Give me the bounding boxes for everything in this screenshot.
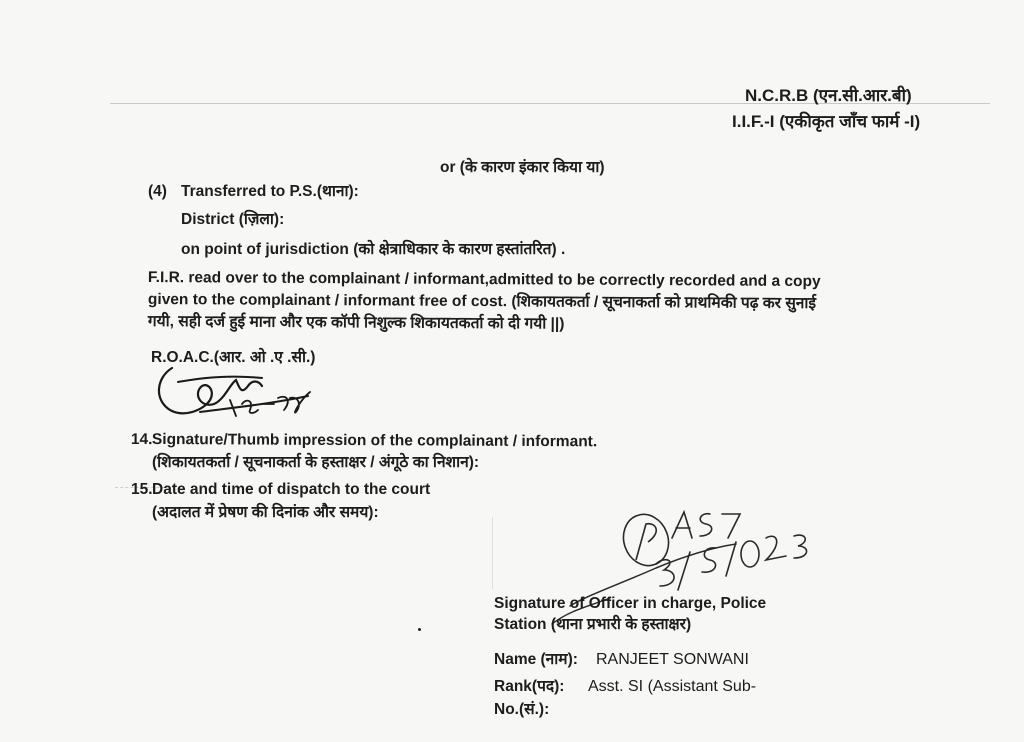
complainant-signature-label: Signature/Thumb impression of the complainant / informant. — [151, 431, 598, 451]
roac-label: R.O.A.C.(आर. ओ .ए .सी.) — [151, 349, 316, 366]
officer-name-label: Name (नाम): — [494, 651, 578, 668]
officer-rank-label: Rank(पद): — [494, 678, 565, 695]
dispatch-label-hindi: (अदालत में प्रेषण की दिनांक और समय): — [152, 504, 379, 521]
iif-header: I.I.F.-I (एकीकृत जाँच फार्म -I) — [732, 112, 921, 131]
transferred-ps-label: Transferred to P.S.(थाना): — [181, 183, 359, 200]
officer-number-label: No.(सं.): — [494, 701, 550, 718]
item15-number: 15. — [131, 481, 153, 498]
dispatch-label: Date and time of dispatch to the court — [152, 481, 431, 498]
stamp-edge — [492, 517, 493, 589]
item4-number: (4) — [148, 183, 167, 200]
fir-read-line-3: गयी, सही दर्ज हुई माना और एक कॉपी निशुल्क शिकायतकर्ता को दी गयी ||) — [147, 312, 565, 333]
refused-or-text: or (के कारण इंकार किया या) — [440, 159, 605, 176]
fir-read-line-1: F.I.R. read over to the complainant / informant,admitted to be correctly recorded and a copy — [147, 268, 821, 291]
officer-name-value: RANJEET SONWANI — [596, 651, 749, 668]
officer-signature-label-2: Station (थाना प्रभारी के हस्ताक्षर) — [494, 616, 692, 633]
officer-rank-value: Asst. SI (Assistant Sub- — [588, 678, 757, 695]
item14-number: 14. — [130, 431, 153, 449]
fir-read-line-2: given to the complainant / informant free of cost. (शिकायतकर्ता / सूचनाकर्ता को प्राथमिकी पढ़ कर सुनाई — [147, 290, 817, 313]
officer-signature-label-1: Signature of Officer in charge, Police — [494, 595, 767, 612]
ink-dot — [418, 628, 421, 631]
complainant-signature-label-hindi: (शिकायतकर्ता / सूचनाकर्ता के हस्ताक्षर / अंगूठे का निशान): — [152, 454, 480, 471]
jurisdiction-label: on point of jurisdiction (को क्षेत्राधिकार के कारण हस्तांतरित) . — [181, 241, 566, 258]
ncrb-header: N.C.R.B (एन.सी.आर.बी) — [745, 86, 912, 105]
complainant-signature — [150, 360, 320, 427]
district-label: District (ज़िला): — [181, 211, 285, 228]
